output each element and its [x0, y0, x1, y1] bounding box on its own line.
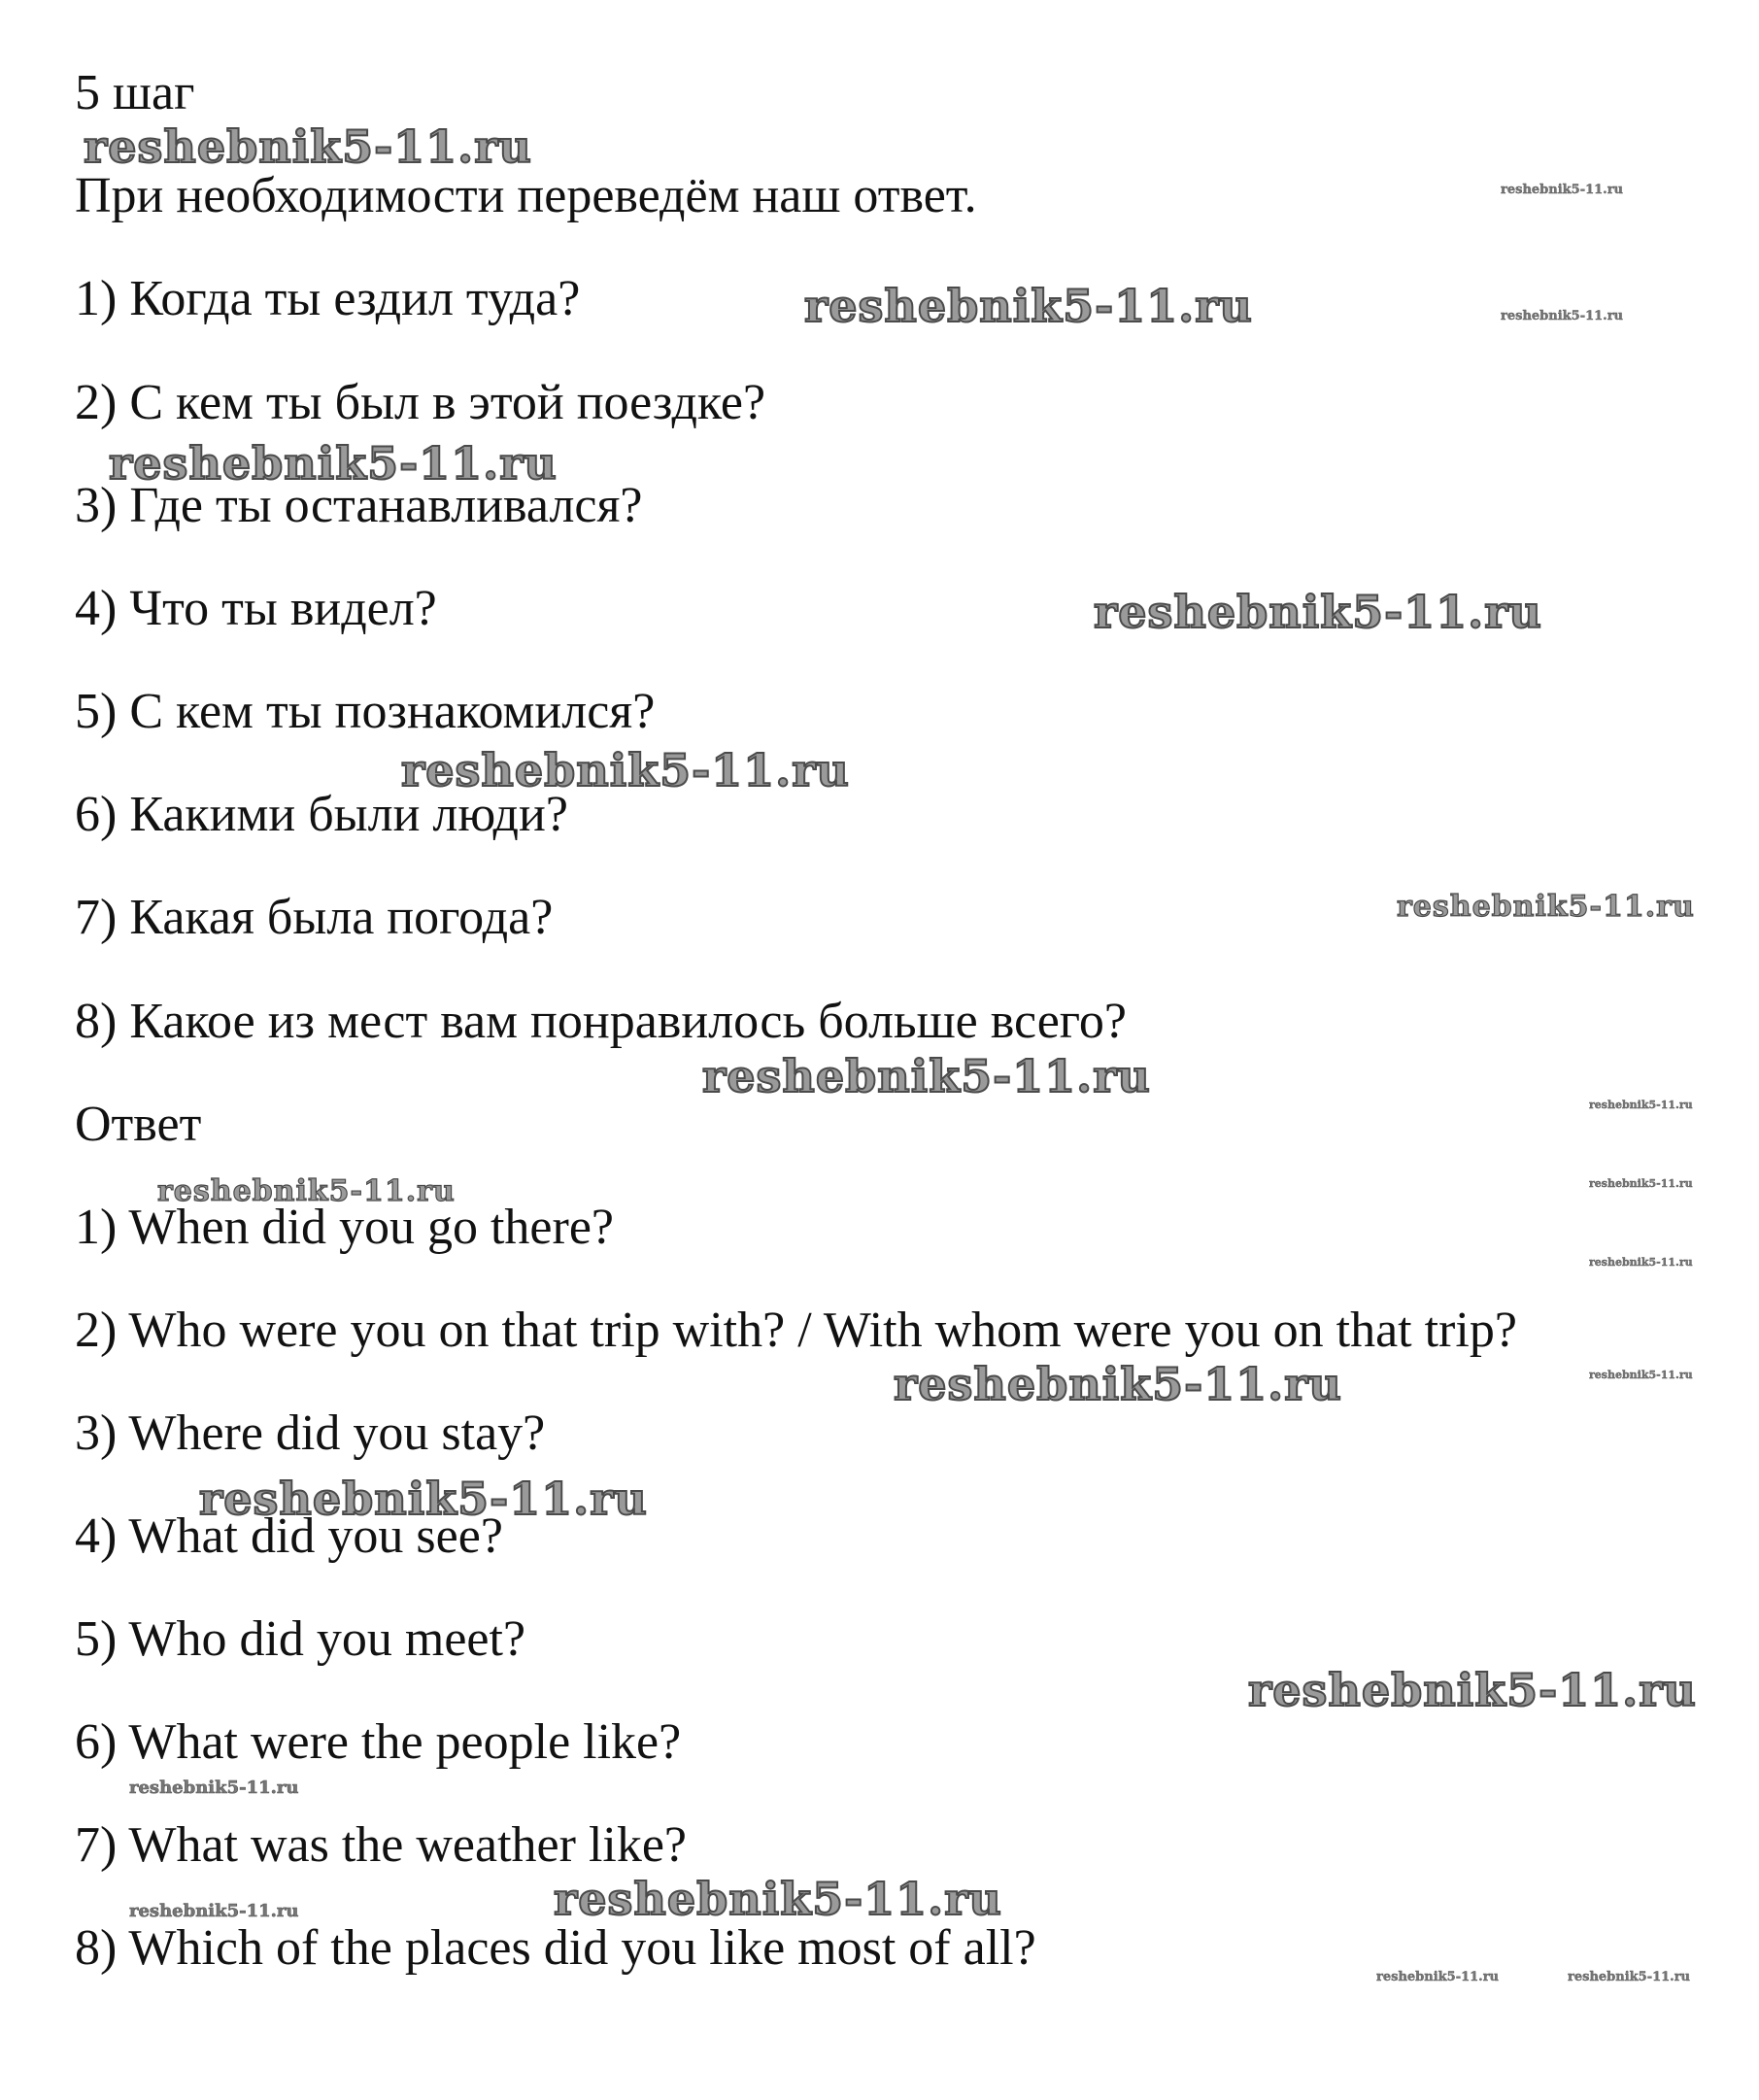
watermark: reshebnik5-11.ru	[1589, 1099, 1693, 1111]
question-ru-1: 1) Когда ты ездил туда?	[75, 271, 581, 326]
watermark: reshebnik5-11.ru	[157, 1174, 456, 1208]
watermark: reshebnik5-11.ru	[554, 1873, 1002, 1925]
answer-en-5: 5) Who did you meet?	[75, 1611, 526, 1667]
watermark: reshebnik5-11.ru	[1248, 1664, 1697, 1716]
watermark: reshebnik5-11.ru	[1589, 1177, 1693, 1190]
watermark: reshebnik5-11.ru	[1397, 890, 1695, 924]
watermark: reshebnik5-11.ru	[129, 1901, 299, 1921]
question-ru-5: 5) С кем ты познакомился?	[75, 684, 656, 739]
watermark: reshebnik5-11.ru	[1376, 1970, 1500, 1984]
question-ru-3: 3) Где ты останавливался?	[75, 478, 643, 533]
question-ru-4: 4) Что ты видел?	[75, 581, 437, 636]
watermark: reshebnik5-11.ru	[199, 1473, 648, 1525]
watermark: reshebnik5-11.ru	[1589, 1256, 1693, 1269]
answer-en-6: 6) What were the people like?	[75, 1714, 682, 1770]
watermark: reshebnik5-11.ru	[1094, 586, 1542, 638]
question-ru-2: 2) С кем ты был в этой поездке?	[75, 375, 766, 430]
watermark: reshebnik5-11.ru	[1589, 1369, 1693, 1381]
answer-en-1: 1) When did you go there?	[75, 1200, 614, 1255]
watermark: reshebnik5-11.ru	[804, 280, 1253, 332]
step-label: 5 шаг	[75, 65, 195, 120]
answer-en-4: 4) What did you see?	[75, 1508, 503, 1564]
intro-text: При необходимости переведём наш ответ.	[75, 168, 977, 223]
watermark: reshebnik5-11.ru	[1501, 309, 1624, 323]
watermark: reshebnik5-11.ru	[702, 1050, 1151, 1102]
answer-heading: Ответ	[75, 1097, 202, 1152]
watermark: reshebnik5-11.ru	[894, 1358, 1342, 1410]
watermark: reshebnik5-11.ru	[1568, 1970, 1691, 1984]
answer-en-2: 2) Who were you on that trip with? / With whom were you on that trip?	[75, 1303, 1517, 1358]
answer-en-3: 3) Where did you stay?	[75, 1406, 546, 1461]
watermark: reshebnik5-11.ru	[401, 744, 850, 796]
question-ru-7: 7) Какая была погода?	[75, 890, 554, 945]
question-ru-6: 6) Какими были люди?	[75, 787, 568, 842]
answer-en-7: 7) What was the weather like?	[75, 1817, 687, 1873]
question-ru-8: 8) Какое из мест вам понравилось больше всего?	[75, 994, 1127, 1049]
answer-en-8: 8) Which of the places did you like most of all?	[75, 1920, 1036, 1976]
watermark: reshebnik5-11.ru	[129, 1778, 299, 1798]
watermark: reshebnik5-11.ru	[84, 120, 532, 173]
watermark: reshebnik5-11.ru	[109, 437, 558, 490]
watermark: reshebnik5-11.ru	[1501, 183, 1624, 197]
